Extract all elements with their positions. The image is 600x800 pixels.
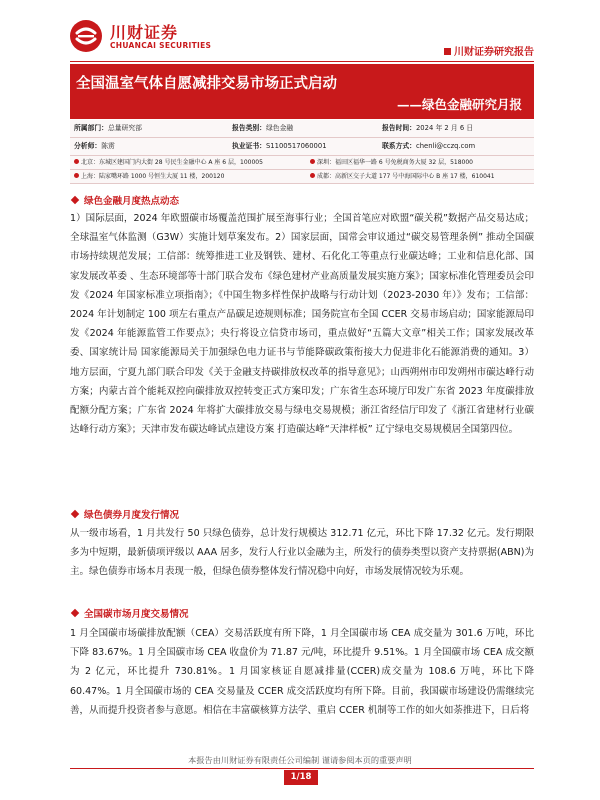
logo-company-english: CHUANCAI SECURITIES: [110, 41, 212, 50]
license-field: 执业证书：S1100517060001: [232, 142, 327, 150]
square-bullet-icon: [444, 48, 451, 55]
location-icon: [310, 159, 315, 164]
header-divider: [70, 61, 534, 62]
location-icon: [310, 173, 315, 178]
office-beijing: 北京：东城区建国门内大街 28 号民生金融中心 A 座 6 层，100005: [74, 156, 263, 169]
info-row-offices-1: [70, 156, 534, 170]
page-header: [0, 0, 600, 62]
title-banner: [70, 64, 534, 119]
info-row-analyst: [70, 138, 534, 156]
contact-field[interactable]: 联系方式：chenli@cczq.com: [382, 142, 476, 150]
department-field: 所属部门：总量研究部: [74, 124, 142, 132]
section-heading-carbon-market: 全国碳市场月度交易情况: [70, 606, 189, 620]
chuancai-logo-icon: [70, 20, 102, 52]
info-row-meta: [70, 120, 534, 138]
contact-email[interactable]: chenli@cczq.com: [415, 142, 476, 150]
analyst-field: 分析师：陈雳: [74, 142, 115, 150]
office-chengdu: 成都：高新区交子大道 177 号中海国际中心 B 座 17 楼，610041: [310, 170, 495, 183]
paragraph-carbon-market: 1 月全国碳市场碳排放配额（CEA）交易活跃度有所下降，1 月全国碳市场 CEA 成交量为 301.6 万吨，环比下降 83.67%。1 月全国碳市场 CEA 收盘价为 71.87 元/吨，环比提升 9.51%。1 月全国碳市场 CEA 成交额为 2 亿元，环比提升 730.81%。1 月国家核证自愿减排量(CCER)成交量为 108.6 万吨，环比下降 60.47%。1 月全国碳市场的 CEA 交易量及 CCER 成交活跃度均有所下降。目前，我国碳市场建设仍需继续完善，从而提升投资者参与意愿。相信在丰富碳核算方法学、重启 CCER 机制等工作的如火如荼推进下，日后将: [70, 628, 534, 716]
paragraph-hotspots: 1）国际层面，2024 年欧盟碳市场覆盖范围扩展至海事行业；全国首笔应对欧盟“碳关税”数据产品交易达成；全球温室气体监测（G3W）实施计划草案发布。2）国家层面，国常会审议通过“碳交易管理条例” 推动全国碳市场持续规范发展；工信部：统筹推进工业及钢铁、建材、石化化工等重点行业碳达峰；工业和信息化部、国家发展改革委 、生态环境部等十部门联合发布《绿色建材产业高质量发展实施方案》；国家标准化管理委员会印发《2024 年国家标准立项指南》；《中国生物多样性保护战略与行动计划（2023-2030 年）》发布；工信部：2024 年计划制定 100 项左右重点产品碳足迹规则标准；国务院宣布全国 CCER 交易市场启动；国家能源局印发《2024 年能源监管工作要点》；央行将设立信贷市场司，重点做好“五篇大文章”相关工作；国家发展改革委、国家统计局 国家能源局关于加强绿色电力证书与节能降碳政策衔接大力促进非化石能源消费的通知。3）地方层面，宁夏九部门联合印发《关于金融支持碳排放权改革的指导意见》；山西朔州市印发朔州市碳达峰行动方案；内蒙古首个能耗双控向碳排放双控转变正式方案印发；广东省生态环境厅印发广东省 2023 年度碳排放配额分配方案；广东省 2024 年将扩大碳排放交易与绿电交易规模；浙江省经信厅印发了《浙江省建材行业碳达峰行动方案》；天津市发布碳达峰试点建设方案 打造碳达峰“天津样板” 辽宁绿电交易规模居全国第四位。: [70, 213, 534, 436]
location-icon: [74, 159, 79, 164]
footer-divider: [70, 768, 534, 769]
diamond-bullet-icon: [71, 609, 79, 617]
diamond-bullet-icon: [71, 196, 79, 204]
report-info-table: [70, 120, 534, 184]
office-shanghai: 上海：陆家嘴环路 1000 号恒生大厦 11 楼，200120: [74, 170, 224, 183]
report-subtitle: ——绿色金融研究月报: [396, 97, 522, 112]
report-type-label: [444, 43, 534, 58]
section-heading-green-bonds: 绿色债券月度发行情况: [70, 507, 179, 521]
category-field: 报告类别：绿色金融: [232, 124, 294, 132]
office-shenzhen: 深圳：福田区福华一路 6 号免税商务大厦 32 层，518000: [310, 156, 473, 169]
page-number: 1/18: [284, 770, 318, 785]
info-row-offices-2: [70, 170, 534, 184]
location-icon: [74, 173, 79, 178]
report-title: 全国温室气体自愿减排交易市场正式启动: [76, 76, 337, 92]
paragraph-green-bonds: 从一级市场看，1 月共发行 50 只绿色债券，总计发行规模达 312.71 亿元，环比下降 17.32 亿元。发行期限多为中短期，最新债项评级以 AAA 居多，发行人行业以金融为主，所发行的债券类型以资产支持票据(ABN)为主。绿色债券市场本月表现一般，但绿色债券整体发行情况稳中向好，市场发展情况较为乐观。: [70, 528, 534, 578]
logo-company-name: 川财证券: [110, 23, 179, 42]
report-type-text: 川财证券研究报告: [454, 47, 534, 58]
report-date-field: 报告时间：2024 年 2 月 6 日: [382, 124, 474, 132]
section-heading-hotspots: 绿色金融月度热点动态: [70, 193, 179, 207]
footer-disclaimer: 本报告由川财证券有限责任公司编制 谨请参阅本页的重要声明: [188, 755, 412, 765]
diamond-bullet-icon: [71, 510, 79, 518]
